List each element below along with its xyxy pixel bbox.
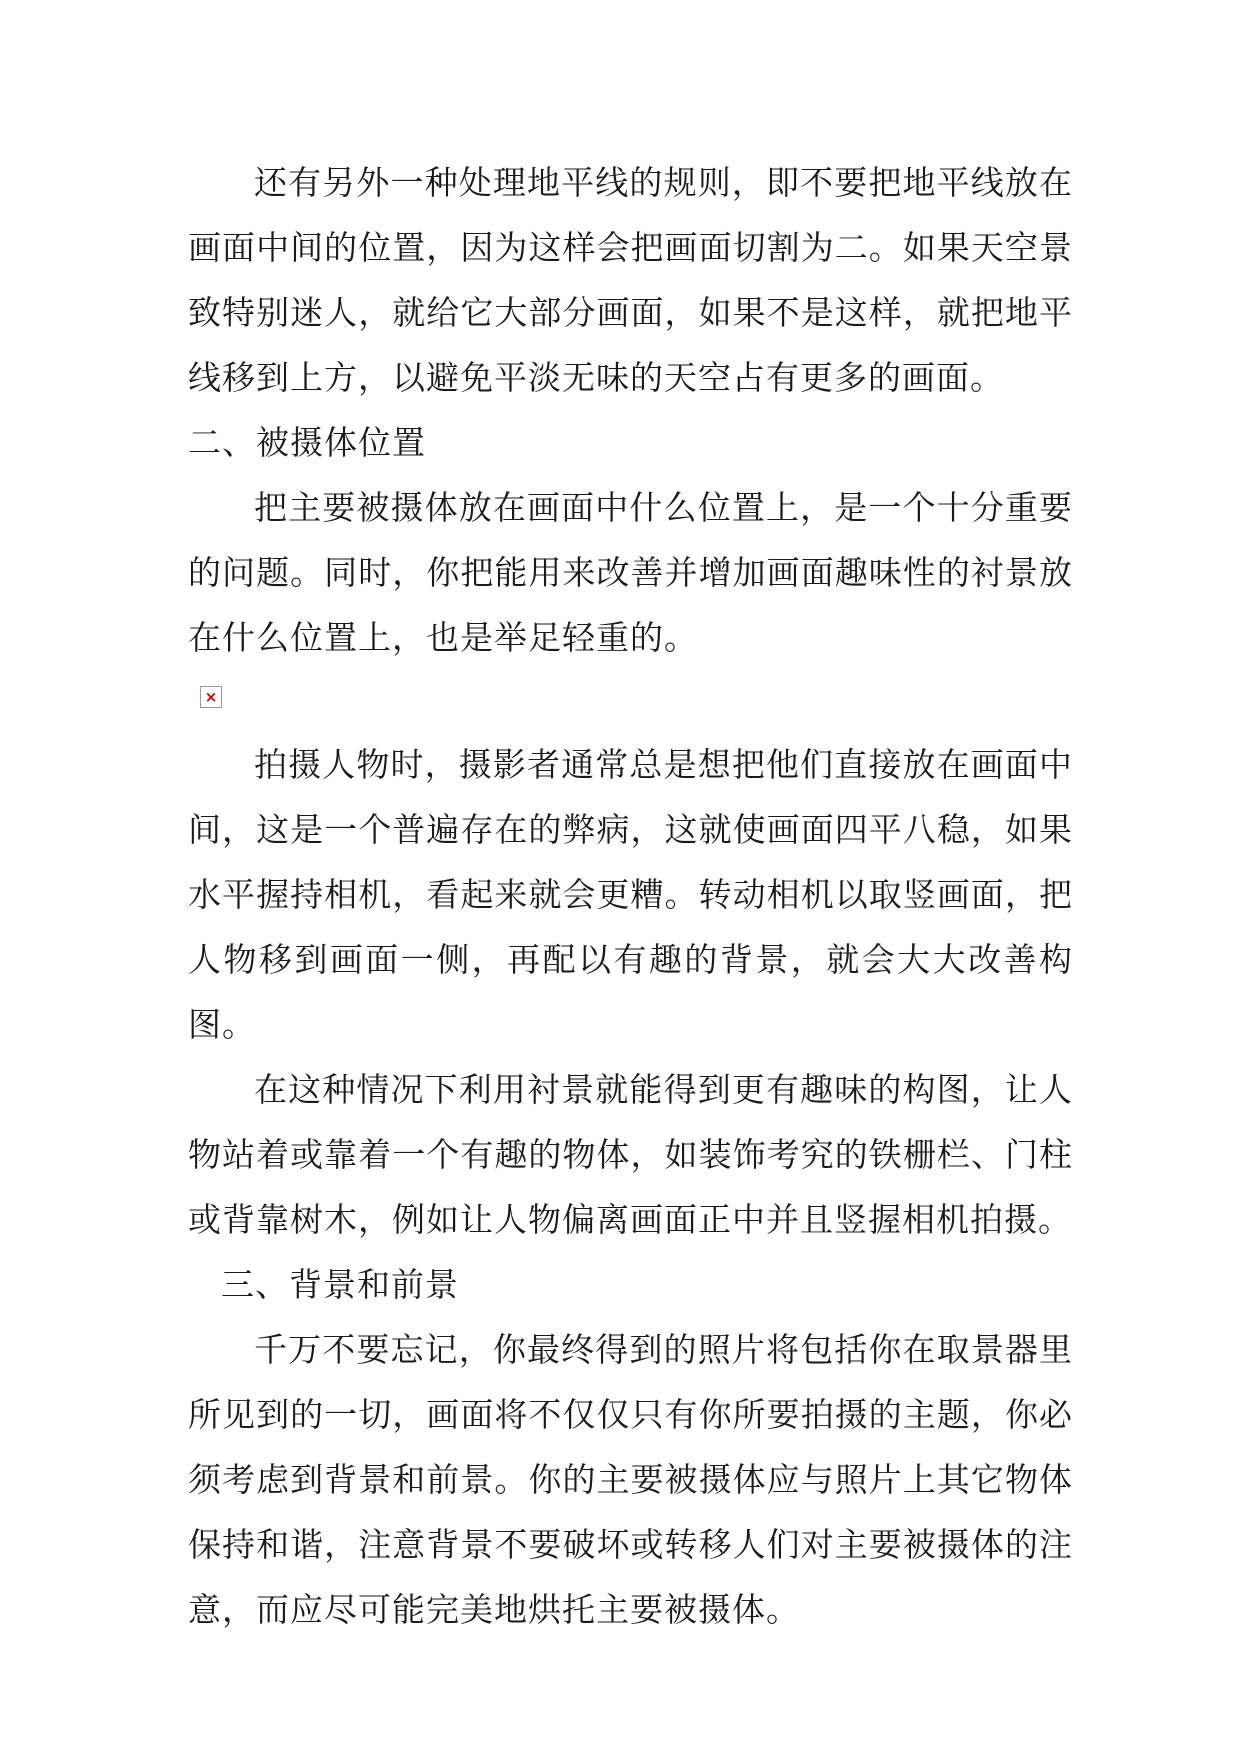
broken-image-icon: × [200,686,222,708]
section-heading-background-foreground: 三、背景和前景 [221,1265,459,1304]
section-heading-subject-position: 二、被摄体位置 [188,423,426,462]
paragraph-portrait-tips: 拍摄人物时，摄影者通常总是想把他们直接放在画面中间，这是一个普遍存在的弊病，这就使画面四平八稳，如果水平握持相机，看起来就会更糟。转动相机以取竖画面，把人物移到画面一侧，再配以有趣的背景，就会大大改善构图。 [188,745,1073,1044]
paragraph-background-props: 在这种情况下利用衬景就能得到更有趣味的构图，让人物站着或靠着一个有趣的物体，如装饰考究的铁栅栏、门柱或背靠树木，例如让人物偏离画面正中并且竖握相机拍摄。 [188,1070,1073,1239]
document-body [188,150,1073,1642]
paragraph-subject-placement: 把主要被摄体放在画面中什么位置上，是一个十分重要的问题。同时，你把能用来改善并增加画面趣味性的衬景放在什么位置上，也是举足轻重的。 [188,488,1073,657]
paragraph-horizon-rule: 还有另外一种处理地平线的规则，即不要把地平线放在画面中间的位置，因为这样会把画面切割为二。如果天空景致特别迷人，就给它大部分画面，如果不是这样，就把地平线移到上方，以避免平淡无味的天空占有更多的画面。 [188,163,1073,397]
paragraph-background-harmony: 千万不要忘记，你最终得到的照片将包括你在取景器里所见到的一切，画面将不仅仅只有你所要拍摄的主题，你必须考虑到背景和前景。你的主要被摄体应与照片上其它物体保持和谐，注意背景不要破坏或转移人们对主要被摄体的注意，而应尽可能完美地烘托主要被摄体。 [188,1330,1073,1629]
